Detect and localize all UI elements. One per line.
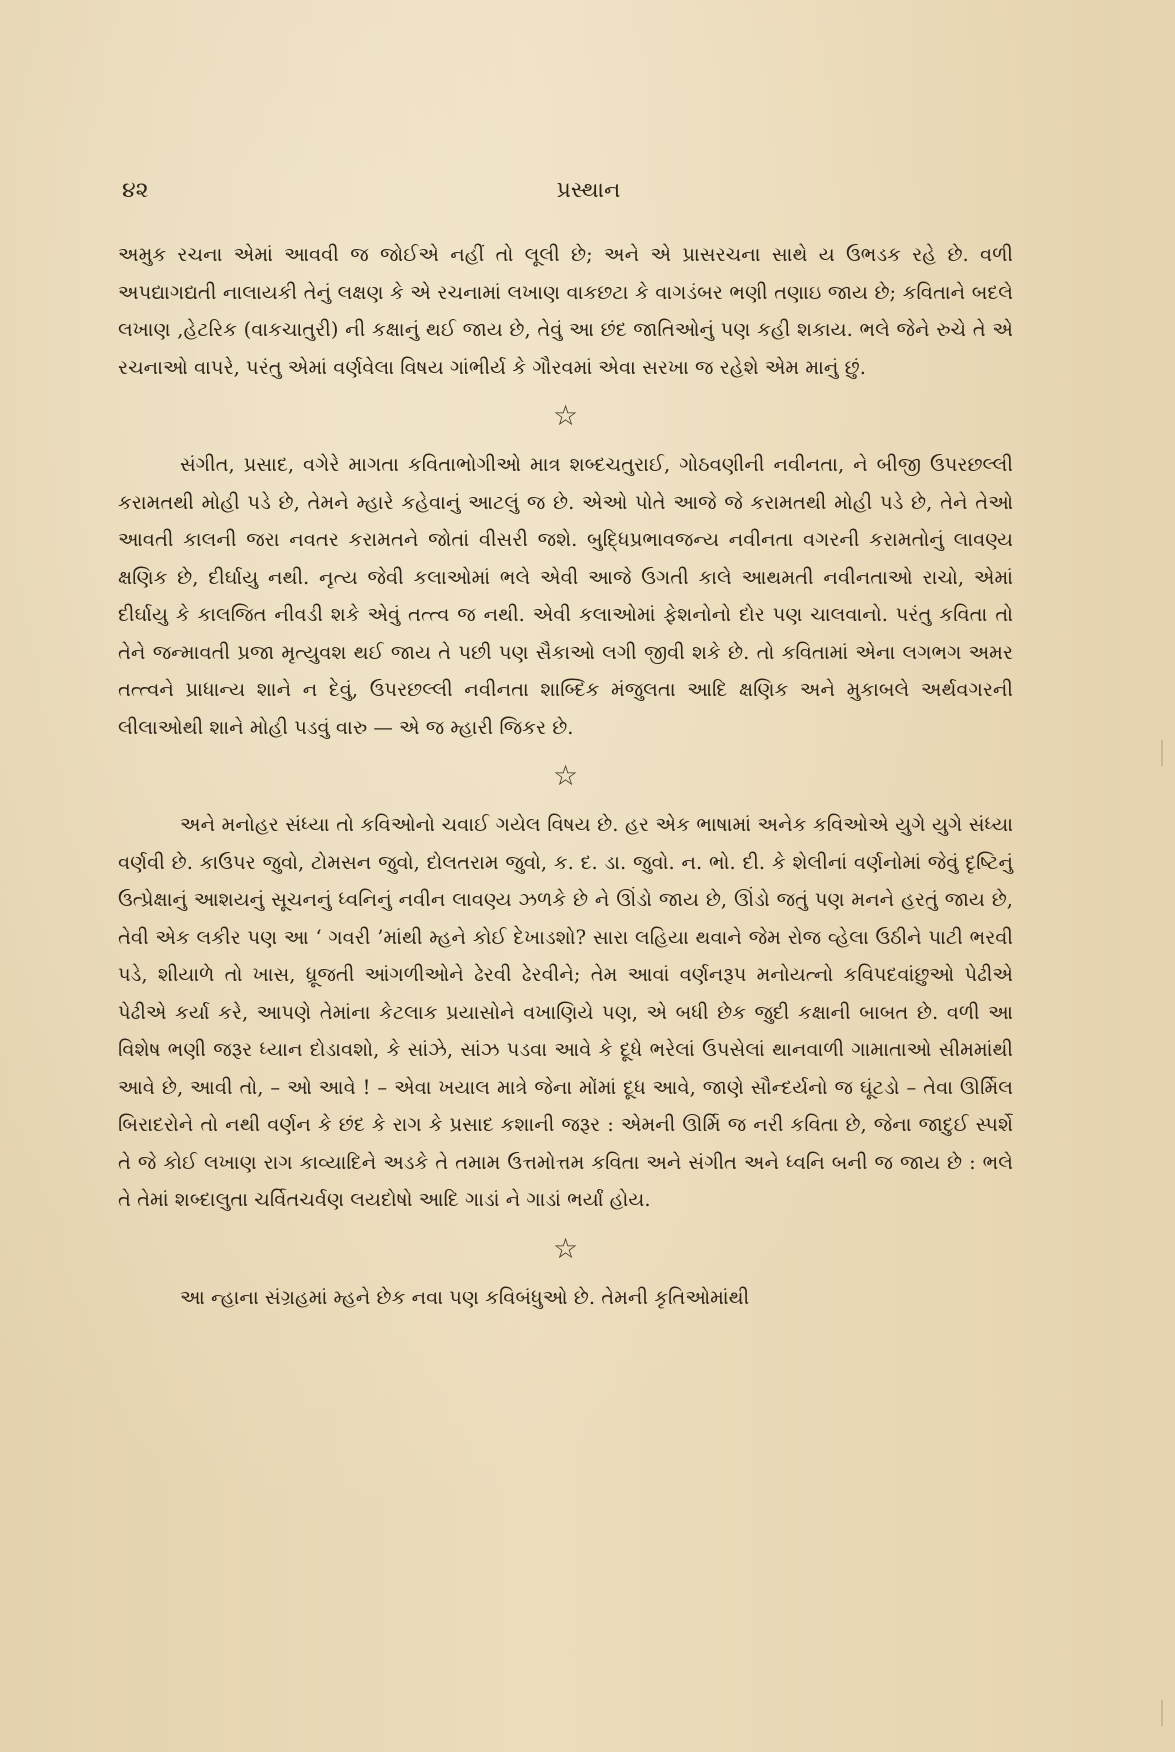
star-separator-icon: ☆	[552, 399, 579, 432]
page-header	[122, 178, 1055, 218]
page-edge-mark	[1151, 1700, 1163, 1726]
running-title: પ્રસ્થાન	[556, 178, 621, 203]
paragraph-poetry-music: સંગીત, પ્રસાદ, વગેરે માગતા કવિતાભોગીઓ માત્ર શબ્દચતુરાઈ, ગોઠવણીની નવીનતા, ને બીજી ઉપરછલ્લી કરામતથી મોહી પડે છે, તેમને મ્હારે કહેવાનું આટલું જ છે. એઓ પોતે આજે જે કરામતથી મોહી પડે છે, તેને તેઓ આવતી કાલની જરા નવતર કરામતને જોતાં વીસરી જશે. બુદ્ધિપ્રભાવજન્ય નવીનતા વગરની કરામતોનું લાવણ્ય ક્ષણિક છે, દીર્ઘાયુ નથી. નૃત્ય જેવી કલાઓમાં ભલે એવી આજે ઉગતી કાલે આથમતી નવીનતાઓ રાચો, એમાં દીર્ઘાયુ કે કાલજિત નીવડી શકે એવું તત્ત્વ જ નથી. એવી કલાઓમાં ફેશનોનો દોર પણ ચાલવાનો. પરંતુ કવિતા તો તેને જન્માવતી પ્રજા મૃત્યુવશ થઈ જાય તે પછી પણ સૈકાઓ લગી જીવી શકે છે. તો કવિતામાં એના લગભગ અમર તત્ત્વને પ્રાધાન્ય શાને ન દેવું, ઉપરછલ્લી નવીનતા શાબ્દિક મંજુલતા આદિ ક્ષણિક અને મુકાબલે અર્થવગરની લીલાઓથી શાને મોહી પડવું વારુ — એ જ મ્હારી જિકર છે.	[118, 453, 1013, 739]
page-number: ૪૨	[122, 178, 149, 203]
paragraph-evening-theme: અને મનોહર સંધ્યા તો કવિઓનો ચવાઈ ગયેલ વિષય છે. હર એક ભાષામાં અનેક કવિઓએ યુગે યુગે સંધ્યા વર્ણવી છે. કાઉપર જુવો, ટોમસન જુવો, દોલતરામ જુવો, ક. દ. ડા. જુવો. ન. ભો. દી. કે શેલીનાં વર્ણનોમાં જેવું દૃષ્ટિનું ઉત્પ્રેક્ષાનું આશયનું સૂચનનું ધ્વનિનું નવીન લાવણ્ય ઝળકે છે ને ઊંડો જાય છે, ઊંડો જતું પણ મનને હરતું જાય છે, તેવી એક લકીર પણ આ ‘ ગવરી ’માંથી મ્હને કોઈ દેખાડશો? સારા લહિયા થવાને જેમ રોજ વ્હેલા ઉઠીને પાટી ભરવી પડે, શીયાળે તો ખાસ, ધ્રૂજતી આંગળીઓને ઢેરવી ઢેરવીને; તેમ આવાં વર્ણનરૂપ મનોયત્નો કવિપદવાંછુઓ પેઢીએ પેઢીએ કર્યા કરે, આપણે તેમાંના કેટલાક પ્રયાસોને વખાણિયે પણ, એ બધી છેક જુદી કક્ષાની બાબત છે. વળી આ વિશેષ ભણી જરૂર ધ્યાન દોડાવશો, કે સાંઝે, સાંઝ પડવા આવે કે દૂધે ભરેલાં ઉપસેલાં થાનવાળી ગામાતાઓ સીમમાંથી આવે છે, આવી તો, – ઓ આવે ! – એવા ખયાલ માત્રે જેના મોંમાં દૂધ આવે, જાણે સૌન્દર્યનો જ ઘૂંટડો – તેવા ઊર્મિલ બિરાદરોને તો નથી વર્ણન કે છંદ કે રાગ કે પ્રસાદ કશાની જરૂર : એમની ઊર્મિ જ નરી કવિતા છે, જેના જાદુઈ સ્પર્શે તે જે કોઈ લખાણ રાગ કાવ્યાદિને અડકે તે તમામ ઉત્તમોત્તમ કવિતા અને સંગીત અને ધ્વનિ બની જ જાય છે : ભલે તે તેમાં શબ્દાલુતા ચર્વિતચર્વણ લયદોષો આદિ ગાડાં ને ગાડાં ભર્યાં હોય.	[118, 813, 1013, 1211]
paragraph-collection: આ ન્હાના સંગ્રહમાં મ્હને છેક નવા પણ કવિબંધુઓ છે. તેમની કૃતિઓમાંથી	[180, 1285, 750, 1309]
star-separator-icon: ☆	[552, 1231, 579, 1265]
paragraph-continuation: અમુક રચના એમાં આવવી જ જોઈએ નહીં તો લૂલી છે; અને એ પ્રાસરચના સાથે ય ઉભડક રહે છે. વળી અપદ્યાગદ્યતી નાલાયકી તેનું લક્ષણ કે એ રચનામાં લખાણ વાકછટા કે વાગડંબર ભણી તણાઇ જાય છે; કવિતાને બદલે લખાણ ,હેટરિક (વાકચાતુરી) ની કક્ષાનું થઈ જાય છે, તેવું આ છંદ જાતિઓનું પણ કહી શકાય. ભલે જેને રુચે તે એ રચનાઓ વાપરે, પરંતુ એમાં વર્ણવેલા વિષય ગાંભીર્ય કે ગૌરવમાં એવા સરખા જ રહેશે એમ માનું છું.	[118, 243, 1013, 379]
page-body	[118, 236, 1013, 1316]
page-edge-mark	[1151, 740, 1163, 766]
star-separator-icon: ☆	[552, 759, 579, 792]
